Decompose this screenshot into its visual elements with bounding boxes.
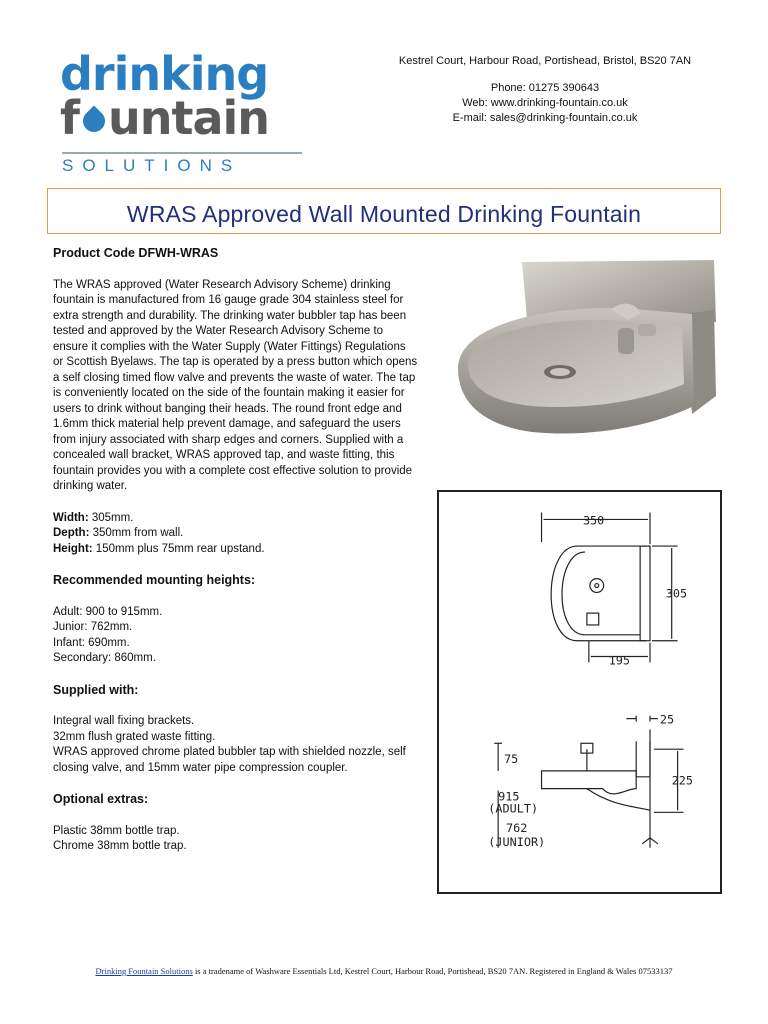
- dim-adult: (ADULT): [488, 801, 539, 816]
- width-label: Width:: [53, 511, 89, 524]
- list-item: Adult: 900 to 915mm.: [53, 605, 163, 618]
- dim-915: 915: [498, 789, 520, 804]
- list-item: 32mm flush grated waste fitting.: [53, 730, 216, 743]
- dim-305: 305: [665, 586, 688, 601]
- list-item: Infant: 690mm.: [53, 636, 130, 649]
- photo-tap-body: [618, 328, 634, 354]
- list-item: Plastic 38mm bottle trap.: [53, 824, 180, 837]
- mounting-heading: Recommended mounting heights:: [53, 573, 256, 587]
- depth-value: 350mm from wall.: [89, 527, 184, 539]
- width-row: [53, 511, 418, 527]
- top-view-waste: [590, 579, 604, 593]
- supplied-list: [53, 714, 418, 776]
- title-box: [47, 188, 721, 234]
- depth-label: Depth:: [53, 527, 90, 539]
- water-drop-icon: [78, 105, 109, 136]
- logo-line-fountain: [60, 91, 310, 145]
- dim-195: 195: [608, 653, 630, 668]
- supplied-heading: Supplied with:: [53, 682, 139, 697]
- mounting-list: [53, 605, 418, 667]
- dim-350: 350: [582, 513, 605, 528]
- contact-email[interactable]: E-mail: sales@drinking-fountain.co.uk: [452, 112, 638, 124]
- footer-link[interactable]: Drinking Fountain Solutions: [95, 966, 193, 976]
- logo-letter-f: f: [60, 91, 80, 145]
- height-row: [53, 542, 418, 558]
- page-title: WRAS Approved Wall Mounted Drinking Fountain: [126, 201, 642, 227]
- list-item: WRAS approved chrome plated bubbler tap with shielded nozzle, self closing valve, and 15mm water pipe compression coupler.: [53, 746, 406, 774]
- logo-divider: [62, 152, 302, 154]
- contact-web[interactable]: Web: www.drinking-fountain.co.uk: [462, 97, 628, 109]
- logo-line-solutions: SOLUTIONS: [62, 156, 242, 175]
- top-view-tap: [587, 613, 599, 625]
- height-value: 150mm plus 75mm rear upstand.: [92, 542, 265, 555]
- product-code: Product Code DFWH-WRAS: [53, 246, 219, 260]
- list-item: Junior: 762mm.: [53, 621, 133, 633]
- footer: [0, 966, 768, 976]
- side-view-upstand: [636, 741, 650, 776]
- width-value: 305mm.: [88, 511, 134, 524]
- optional-list: [53, 824, 418, 855]
- product-details: [53, 246, 418, 855]
- list-item: Chrome 38mm bottle trap.: [53, 840, 187, 852]
- top-view-outline: [551, 546, 646, 641]
- optional-heading: Optional extras:: [53, 792, 149, 806]
- technical-drawing: [437, 490, 722, 894]
- contact-address: Kestrel Court, Harbour Road, Portishead, Bristol, BS20 7AN: [398, 55, 692, 67]
- contact-block: [380, 54, 710, 126]
- dimensions-list: [53, 511, 418, 558]
- dim-75: 75: [504, 751, 519, 766]
- depth-row: [53, 526, 418, 542]
- dim-225: 225: [671, 773, 694, 788]
- list-item: Secondary: 860mm.: [53, 652, 156, 664]
- footer-text: is a tradename of Washware Essentials Ltd, Kestrel Court, Harbour Road, Portishead, BS20 7AN. Registered in England & Wales 07533137: [192, 966, 673, 976]
- list-item: Integral wall fixing brackets.: [53, 715, 195, 727]
- photo-tap-button: [638, 324, 656, 336]
- height-label: Height:: [53, 542, 93, 555]
- company-logo: [60, 47, 310, 180]
- logo-letters-untain: untain: [108, 91, 270, 145]
- dim-762: 762: [506, 821, 528, 836]
- dim-25: 25: [659, 712, 675, 727]
- product-photo: [452, 256, 727, 456]
- product-description: The WRAS approved (Water Research Advisory Scheme) drinking fountain is manufactured from 16 gauge grade 304 stainless steel for extra strength and durability. The drinking water bubbler tap has been tested and approved by the Water Research Advisory Scheme to ensure it complies with the Water Supply (Water Fittings) Regulations or Scottish Byelaws. The tap is operated by a press button which opens a self closing timed flow valve and prevents the waste of water. The tap is conveniently located on the side of the fountain making it easier for users to drink without banging their heads. The round front edge and 1.6mm thick material help prevent damage, and safeguard the users from injury associated with sharp edges and corners. Supplied with a concealed wall bracket, WRAS approved tap, and waste fitting, this fountain provides you with a complete cost effective solution to provide drinking water.: [53, 278, 418, 492]
- dim-junior: (JUNIOR): [488, 834, 546, 849]
- logo-line-drinking: drinking: [60, 47, 269, 101]
- contact-phone: Phone: 01275 390643: [490, 82, 600, 94]
